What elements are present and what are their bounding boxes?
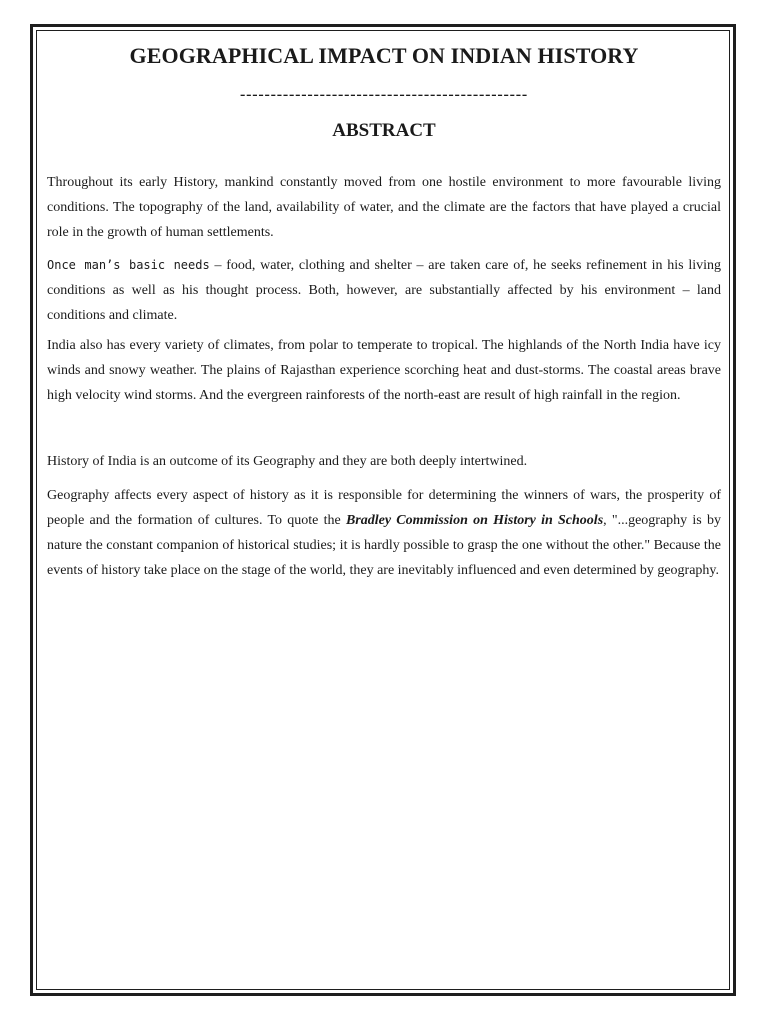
abstract-heading: ABSTRACT [332,120,436,141]
paragraph-2-lead: Once man’s basic needs [47,258,210,272]
abstract-paragraph-5 [47,483,721,583]
title-separator: ----------------------------------------------- [239,86,529,103]
abstract-paragraph-2 [47,253,721,328]
document-title: GEOGRAPHICAL IMPACT ON INDIAN HISTORY [129,43,639,68]
abstract-paragraph-1: Throughout its early History, mankind constantly moved from one hostile environment to more favourable living conditions. The topography of the land, availability of water, and the climate are the factors that have played a crucial role in the growth of human settlements. [47,175,721,240]
paragraph-5-after: , "...geography is by nature the constant companion of historical studies; it is hardly possible to grasp the one without the other." Because the events of history take place on the stage of the world, they are inevitably influenced and even determined by geography. [47,513,721,578]
paragraph-5-before: Geography affects every aspect of history as it is responsible for determining the winners of wars, the prosperity of people and the formation of cultures. To quote the [47,488,721,528]
abstract-paragraph-3: India also has every variety of climates, from polar to temperate to tropical. The highlands of the North India have icy winds and snowy weather. The plains of Rajasthan experience scorching heat and dust-storms. The coastal areas brave high velocity wind storms. And the evergreen rainforests of the north-east are result of high rainfall in the region. [47,338,721,403]
paragraph-2-rest: – food, water, clothing and shelter – are taken care of, he seeks refinement in his living conditions as well as his thought process. Both, however, are substantially affected by his environment – land conditions and climate. [47,258,721,323]
bradley-commission-reference: Bradley Commission on History in Schools [345,513,604,528]
document-content [47,36,721,583]
abstract-paragraph-4: History of India is an outcome of its Geography and they are both deeply intertwined. [47,454,528,469]
